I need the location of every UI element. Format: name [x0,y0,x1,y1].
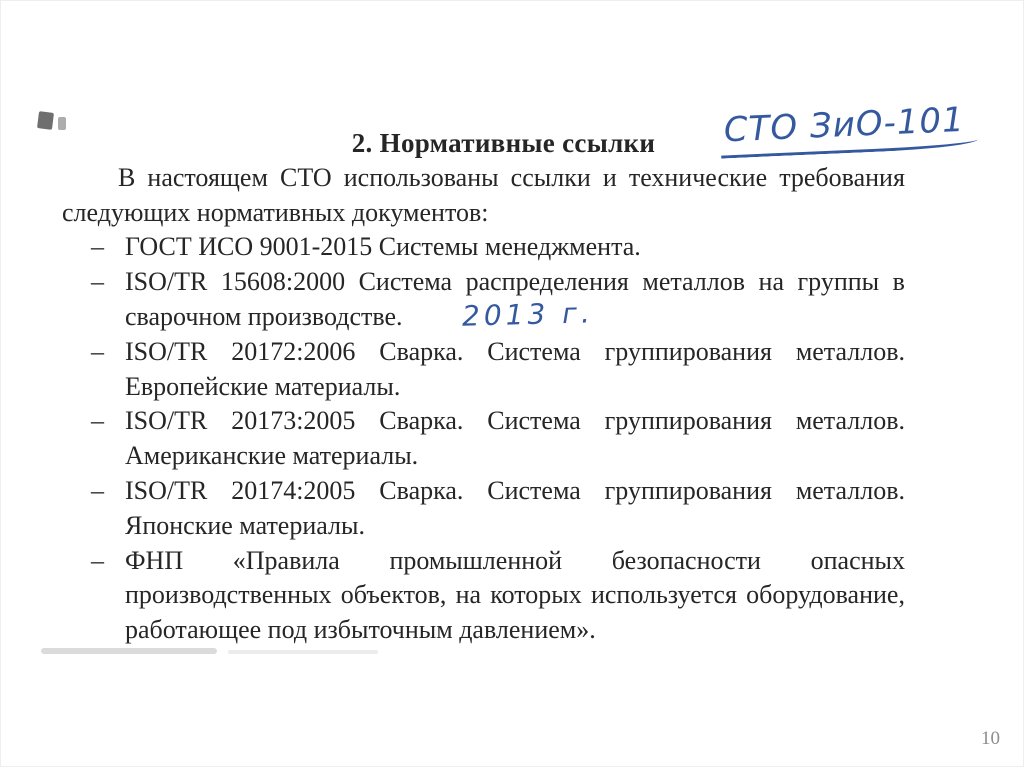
text-line: следующих нормативных документов: [62,197,489,227]
scan-artifact-streak [228,650,378,654]
dash-bullet: – [91,406,104,436]
scanned-document-text [62,126,905,648]
dash-bullet: – [91,232,104,262]
list-item [62,404,905,474]
text-line: Европейские материалы. [125,371,401,401]
dash-bullet: – [91,545,104,575]
list-item [62,335,905,405]
references-list [62,230,905,648]
section-title: 2. Нормативные ссылки [351,128,656,158]
page-number: 10 [981,728,1000,749]
text-line: производственных объектов, на которых используется оборудование, [125,580,905,610]
text-line: сварочном производстве. [125,301,403,331]
handwritten-year-note: 2013 г. [461,296,595,333]
list-item [62,544,905,648]
text-line: ФНП «Правила промышленной безопасности опасных [125,545,905,575]
handwritten-doc-code: СТО ЗиО-101 [719,99,978,158]
scan-artifact-streak [41,648,217,654]
text-line: ISO/TR 20173:2005 Сварка. Система группирования металлов. [125,406,905,436]
text-line: Американские материалы. [125,441,419,471]
dash-bullet: – [91,475,104,505]
intro-paragraph [62,161,905,231]
text-line: Японские материалы. [125,510,365,540]
dash-bullet: – [91,267,104,297]
list-item [62,474,905,544]
list-item [62,230,905,265]
scan-artifact-smudge [37,111,54,130]
text-line: работающее под избыточным давлением». [125,615,596,645]
text-line: ISO/TR 15608:2000 Система распределения металлов на группы в [125,267,905,297]
text-line: ГОСТ ИСО 9001-2015 Системы менеджмента. [125,232,641,262]
text-line: ISO/TR 20172:2006 Сварка. Система группирования металлов. [125,336,905,366]
dash-bullet: – [91,336,104,366]
text-line: ISO/TR 20174:2005 Сварка. Система группирования металлов. [125,475,905,505]
text-line: В настоящем СТО использованы ссылки и технические требования [118,162,905,192]
